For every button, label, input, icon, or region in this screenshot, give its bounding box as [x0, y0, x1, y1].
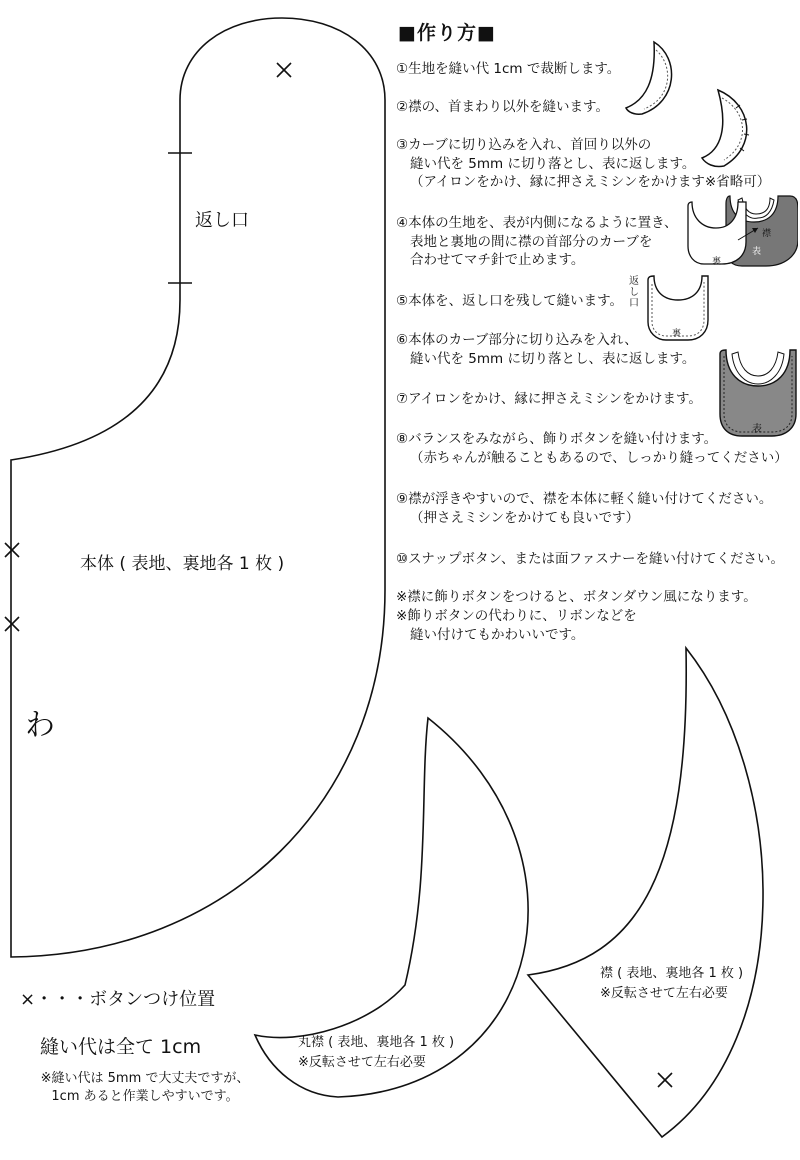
step-line: 縫い代を 5mm に切り落とし、表に返します。 [410, 155, 696, 172]
button-marker [658, 1073, 672, 1087]
step-line: （アイロンをかけ、縁に押さえミシンをかけます※省略可） [410, 174, 771, 190]
collar-note: ※反転させて左右必要 [600, 986, 728, 1001]
button-marker [5, 543, 19, 557]
button-marker-legend: ×・・・ボタンつけ位置 [20, 989, 216, 1010]
step-10 [396, 550, 784, 569]
instructions-panel [396, 18, 800, 643]
note-line: ※飾りボタンの代わりに、リボンなどを [396, 608, 637, 624]
step-line: ②襟の、首まわり以外を縫います。 [396, 99, 609, 115]
button-marker [5, 617, 19, 631]
step-line: ③カーブに切り込みを入れ、首回り以外の [396, 137, 652, 153]
note-line: 縫い付けてもかわいいです。 [410, 627, 585, 643]
step5-opening-text: 返し口 [629, 276, 639, 309]
step-9 [396, 490, 772, 527]
seam-note-line: ※縫い代は 5mm で大丈夫ですが、 [40, 1071, 250, 1086]
step-line: 縫い代を 5mm に切り落とし、表に返します。 [410, 350, 696, 367]
step2-collar-illustration [622, 38, 682, 120]
step-line: ⑦アイロンをかけ、縁に押さえミシンをかけます。 [396, 391, 702, 407]
seam-allowance-note [20, 1070, 270, 1106]
bib-body-outline [11, 18, 385, 957]
collar-outline [528, 648, 763, 1137]
collar-name: 襟 ( 表地、裏地各 1 枚 ) [600, 966, 744, 981]
step-line: ⑤本体を、返し口を残して縫います。 [396, 293, 624, 309]
step-5 [396, 292, 623, 311]
opening-label: 返し口 [195, 210, 249, 231]
body-label: 本体 ( 表地、裏地各 1 枚 ) [80, 554, 285, 574]
step4-collar-label: 襟 [762, 229, 772, 239]
step-line: ⑩スナップボタン、または面ファスナーを縫い付けてください。 [396, 551, 784, 567]
step4-front-label: 表 [752, 247, 762, 257]
step-line: ⑧バランスをみながら、飾りボタンを縫い付けます。 [396, 431, 718, 447]
step6-front-label: 表 [752, 424, 762, 435]
step5-opening-label [629, 276, 641, 309]
step-line: ①生地を縫い代 1cm で裁断します。 [396, 61, 621, 77]
instruction-notes [396, 588, 757, 645]
step-line: 表地と裏地の間に襟の首部分のカーブを [410, 233, 653, 250]
note-line: ※襟に飾りボタンをつけると、ボタンダウン風になります。 [396, 589, 757, 605]
step-line: ④本体の生地を、表が内側になるように置き、 [396, 215, 678, 231]
button-marker [277, 63, 291, 77]
step4-back-label: 裏 [712, 257, 722, 267]
step-7 [396, 390, 702, 409]
step4-bib-illustration [686, 190, 798, 272]
step-line: ⑨襟が浮きやすいので、襟を本体に軽く縫い付けてください。 [396, 491, 773, 507]
round-collar-note: ※反転させて左右必要 [298, 1055, 426, 1070]
step-1 [396, 60, 620, 79]
step-line: （赤ちゃんが触ることもあるので、しっかり縫ってください） [410, 449, 788, 466]
fold-label: わ [25, 708, 55, 743]
step3-collar-illustration [696, 86, 758, 172]
step-line: （押さえミシンをかけても良いです） [410, 509, 640, 526]
step-2 [396, 98, 609, 117]
step-line: ⑥本体のカーブ部分に切り込みを入れ、 [396, 332, 638, 348]
seam-allowance-title: 縫い代は全て 1cm [40, 1036, 202, 1058]
step5-back-label: 裏 [672, 329, 682, 339]
step-line: 合わせてマチ針で止めます。 [410, 252, 585, 268]
round-collar-name: 丸襟 ( 表地、裏地各 1 枚 ) [298, 1035, 455, 1050]
step-4 [396, 214, 678, 270]
instructions-title: ■作り方■ [398, 22, 496, 44]
seam-note-line: 1cm あると作業しやすいです。 [51, 1089, 239, 1104]
